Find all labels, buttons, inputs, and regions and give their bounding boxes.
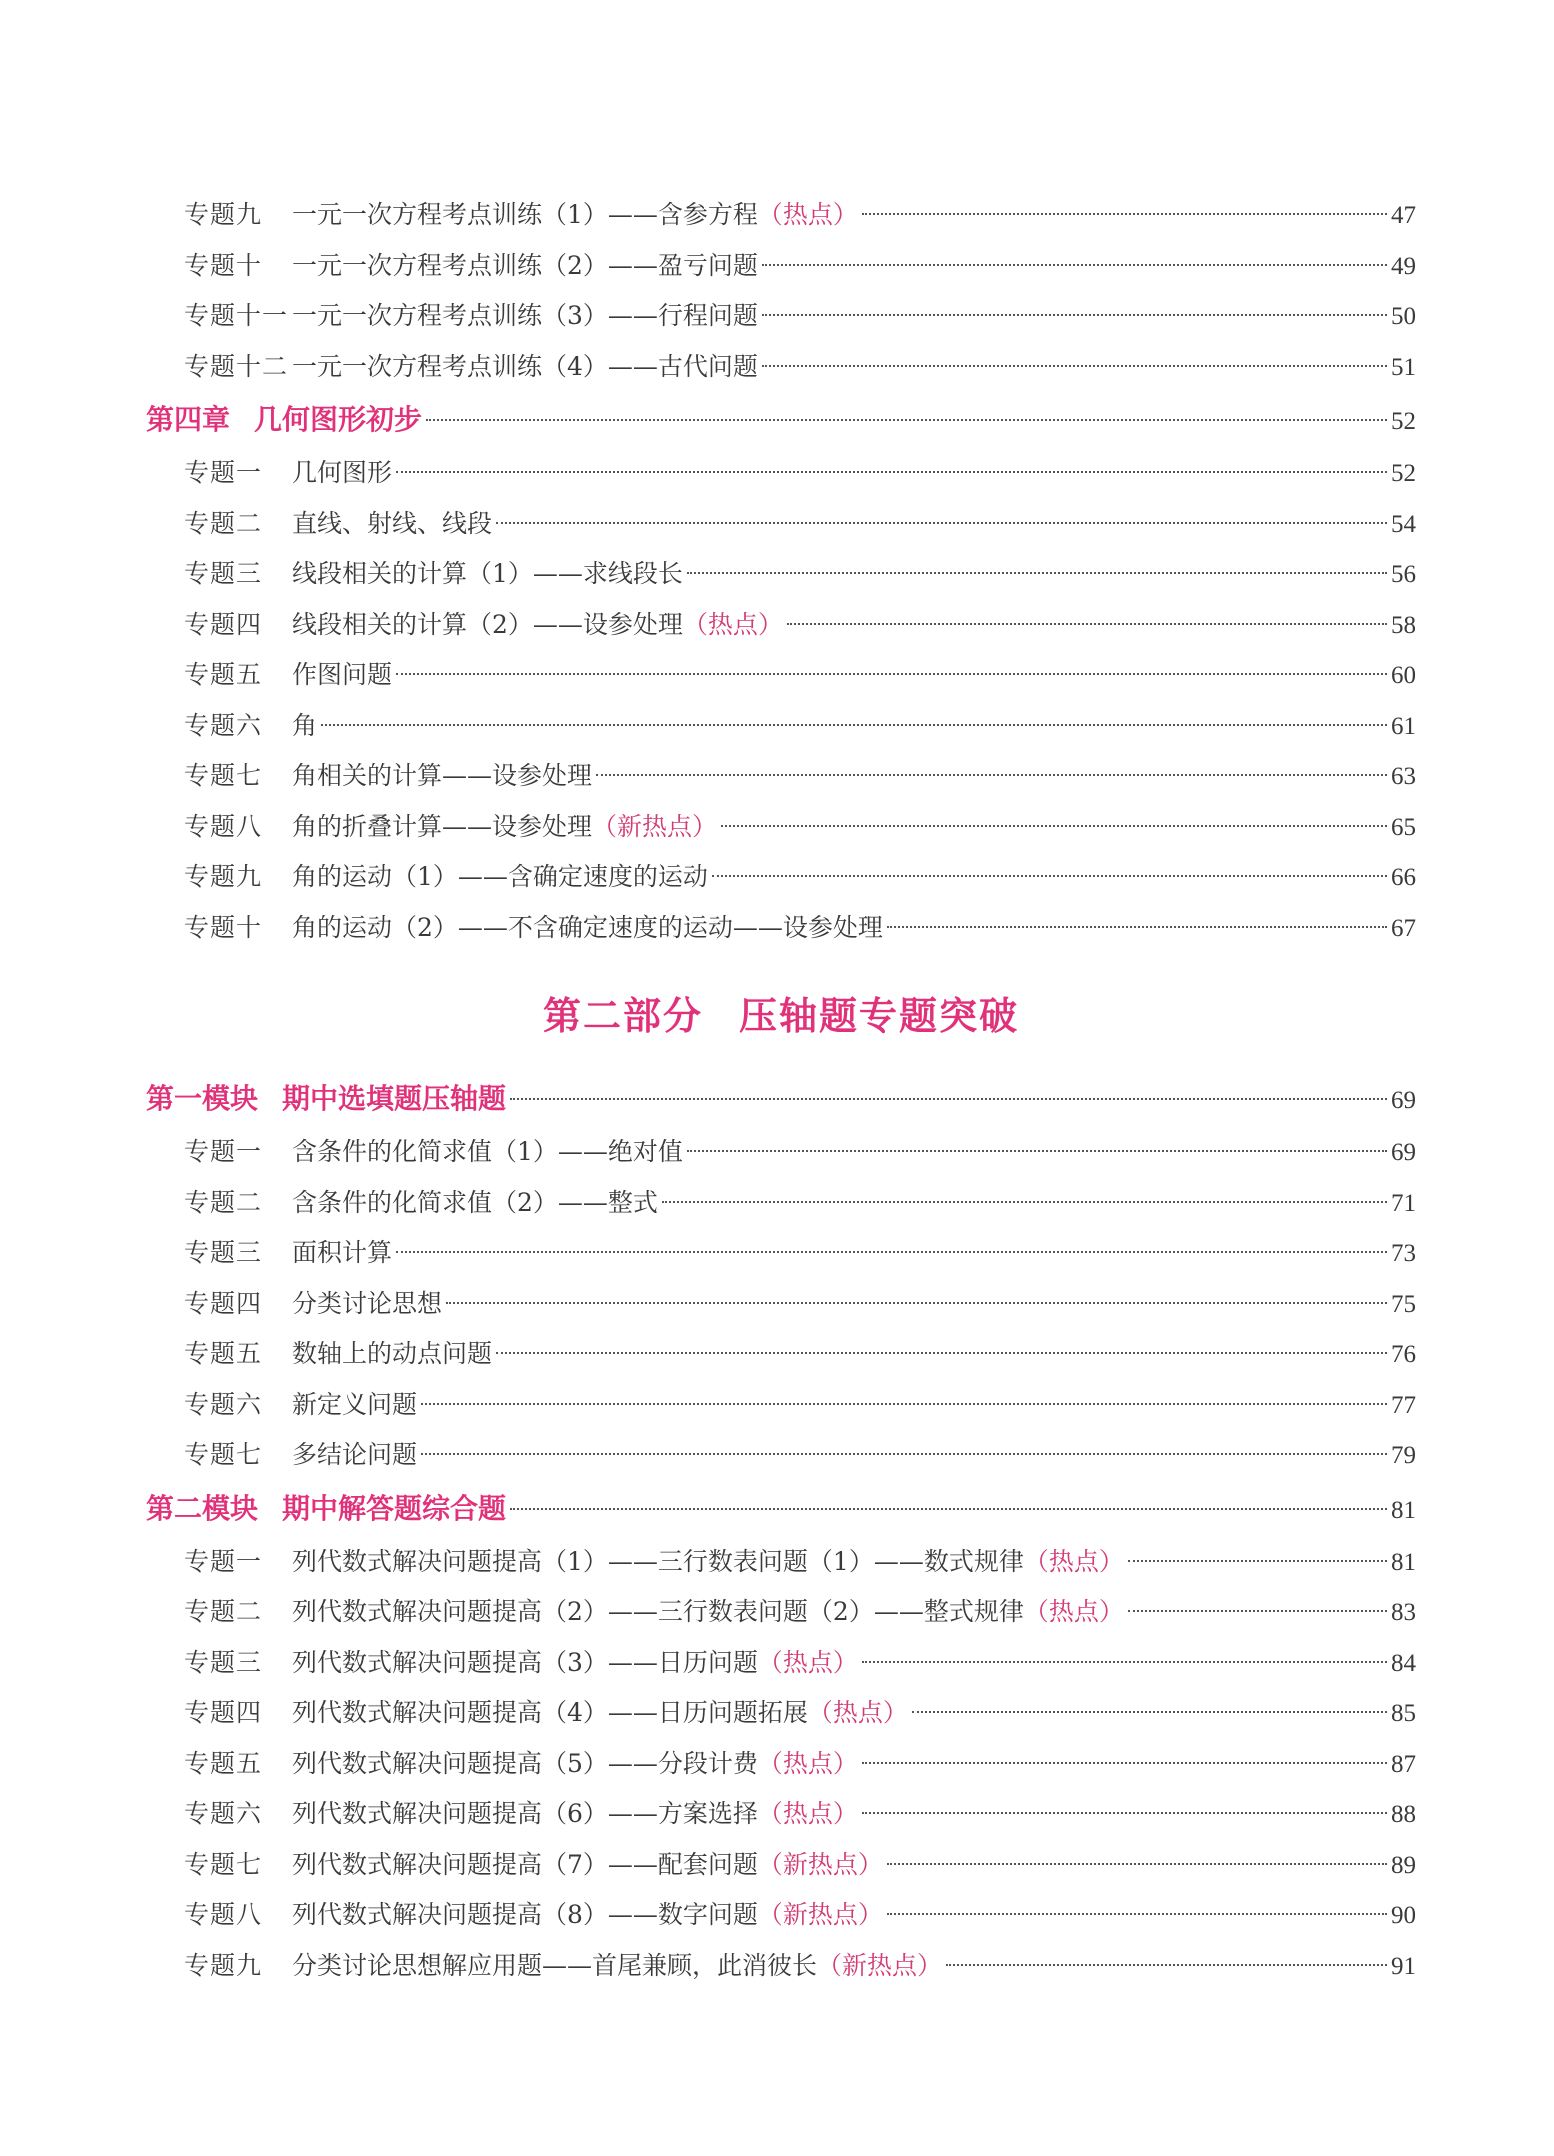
dot-leader — [712, 875, 1387, 877]
section-continued-entries — [146, 190, 1416, 392]
page-number: 47 — [1391, 202, 1416, 229]
entry-label: 专题六 — [184, 1389, 263, 1419]
entry-label: 专题一 — [184, 1546, 263, 1576]
dot-leader — [496, 1352, 1387, 1354]
chapter-label: 第四章 — [146, 403, 231, 436]
toc-entry[interactable] — [146, 852, 1416, 903]
dot-leader — [887, 1913, 1387, 1915]
entry-label: 专题三 — [184, 1238, 263, 1267]
entry-label: 专题二 — [184, 1187, 263, 1217]
toc-entry[interactable] — [146, 1178, 1416, 1229]
table-of-contents — [146, 190, 1416, 1991]
page-number: 76 — [1391, 1341, 1416, 1368]
chapter-entries — [146, 448, 1416, 953]
hot-tag: （热点） — [757, 200, 858, 229]
dot-leader — [662, 1201, 1387, 1203]
dot-leader — [762, 314, 1387, 316]
entry-label: 专题五 — [184, 1748, 263, 1778]
entry-label: 专题四 — [184, 609, 263, 639]
entry-label: 专题九 — [184, 1950, 263, 1980]
entry-title: 角的运动（1）——含确定速度的运动 — [292, 862, 708, 891]
toc-entry[interactable] — [146, 903, 1416, 954]
entry-label: 专题十 — [184, 912, 263, 942]
entry-label: 专题十二 — [184, 351, 289, 381]
entry-title: 线段相关的计算（1）——求线段长 — [292, 559, 683, 588]
toc-entry[interactable] — [146, 190, 1416, 241]
dot-leader — [787, 623, 1387, 625]
dot-leader — [321, 724, 1387, 726]
page-number: 54 — [1391, 510, 1416, 538]
dot-leader — [887, 1863, 1387, 1865]
dot-leader — [762, 264, 1387, 266]
toc-entry[interactable] — [146, 600, 1416, 651]
dot-leader — [510, 1508, 1387, 1510]
toc-entry[interactable] — [146, 342, 1416, 393]
toc-entry[interactable] — [146, 1789, 1416, 1840]
entry-label: 专题六 — [184, 1799, 263, 1828]
dot-leader — [912, 1711, 1387, 1713]
dot-leader — [1128, 1610, 1387, 1612]
entry-label: 专题十 — [184, 250, 263, 280]
page-number: 67 — [1391, 914, 1416, 942]
entry-label: 专题十一 — [184, 301, 289, 330]
part-title — [146, 961, 1416, 1071]
dot-leader — [426, 419, 1387, 421]
page-number: 52 — [1391, 460, 1416, 487]
page-number: 61 — [1391, 712, 1416, 740]
entry-title: 几何图形 — [292, 458, 393, 487]
page-number: 69 — [1391, 1139, 1416, 1166]
page-number: 51 — [1391, 353, 1416, 381]
entry-title: 含条件的化简求值（1）——绝对值 — [292, 1137, 683, 1166]
entry-title: 列代数式解决问题提高（8）——数字问题 — [292, 1900, 758, 1929]
hot-tag: （热点） — [1023, 1597, 1124, 1626]
entry-label: 专题九 — [184, 200, 263, 229]
toc-entry[interactable] — [146, 1840, 1416, 1891]
entry-label: 专题一 — [184, 458, 263, 487]
entry-title: 一元一次方程考点训练（4）——古代问题 — [292, 351, 758, 381]
entry-title: 角的运动（2）——不含确定速度的运动——设参处理 — [292, 912, 883, 942]
toc-entry[interactable] — [146, 1688, 1416, 1739]
toc-entry[interactable] — [146, 1279, 1416, 1330]
entry-title: 列代数式解决问题提高（3）——日历问题 — [292, 1647, 758, 1677]
hot-tag: （新热点） — [817, 1950, 943, 1980]
hot-tag: （热点） — [682, 609, 783, 639]
page-number: 83 — [1391, 1599, 1416, 1626]
toc-entry[interactable] — [146, 650, 1416, 701]
module-entries — [146, 1537, 1416, 1992]
entry-title: 分类讨论思想解应用题——首尾兼顾，此消彼长 — [292, 1950, 818, 1980]
page-number: 56 — [1391, 561, 1416, 588]
entry-title: 含条件的化简求值（2）——整式 — [292, 1187, 658, 1217]
page-number: 85 — [1391, 1700, 1416, 1727]
entry-title: 分类讨论思想 — [292, 1288, 443, 1318]
toc-entry[interactable] — [146, 1380, 1416, 1431]
page-number: 65 — [1391, 813, 1416, 841]
page-number: 89 — [1391, 1851, 1416, 1879]
page-number: 81 — [1391, 1496, 1416, 1524]
dot-leader — [687, 572, 1387, 574]
entry-label: 专题三 — [184, 1647, 263, 1677]
page-number: 81 — [1391, 1548, 1416, 1576]
entry-title: 一元一次方程考点训练（3）——行程问题 — [292, 301, 758, 330]
entry-label: 专题四 — [184, 1288, 263, 1318]
entry-label: 专题五 — [184, 1339, 263, 1368]
toc-entry[interactable] — [146, 1430, 1416, 1481]
module-title: 期中解答题综合题 — [282, 1491, 507, 1525]
chapter-title: 几何图形初步 — [254, 403, 423, 436]
hot-tag: （热点） — [807, 1698, 908, 1727]
hot-tag: （热点） — [757, 1748, 858, 1778]
entry-label: 专题三 — [184, 559, 263, 588]
entry-title: 列代数式解决问题提高（4）——日历问题拓展 — [292, 1698, 808, 1727]
dot-leader — [396, 1251, 1387, 1253]
entry-title: 新定义问题 — [292, 1389, 418, 1419]
module-label: 第二模块 — [146, 1491, 259, 1525]
dot-leader — [862, 213, 1387, 215]
entry-title: 角相关的计算——设参处理 — [292, 761, 593, 790]
part-name: 压轴题专题突破 — [739, 993, 1020, 1038]
dot-leader — [396, 471, 1387, 473]
dot-leader — [946, 1964, 1387, 1966]
entry-label: 专题五 — [184, 660, 263, 689]
hot-tag: （热点） — [1023, 1546, 1124, 1576]
entry-title: 一元一次方程考点训练（1）——含参方程 — [292, 200, 758, 229]
module-heading[interactable] — [146, 1481, 1416, 1537]
dot-leader — [510, 1098, 1387, 1100]
dot-leader — [421, 1453, 1387, 1455]
dot-leader — [687, 1150, 1387, 1152]
hot-tag: （新热点） — [592, 811, 718, 841]
entry-title: 角 — [292, 710, 318, 740]
entry-label: 专题七 — [184, 1849, 263, 1879]
page-number: 73 — [1391, 1240, 1416, 1267]
module-entries — [146, 1127, 1416, 1481]
entry-label: 专题一 — [184, 1137, 263, 1166]
entry-label: 专题二 — [184, 508, 263, 538]
entry-title: 列代数式解决问题提高（2）——三行数表问题（2）——整式规律 — [292, 1597, 1024, 1626]
entry-title: 线段相关的计算（2）——设参处理 — [292, 609, 683, 639]
page-number: 90 — [1391, 1902, 1416, 1929]
page-number: 66 — [1391, 864, 1416, 891]
toc-entry[interactable] — [146, 1537, 1416, 1588]
toc-entry[interactable] — [146, 448, 1416, 499]
page-number: 60 — [1391, 662, 1416, 689]
page-number: 87 — [1391, 1750, 1416, 1778]
toc-entry[interactable] — [146, 1127, 1416, 1178]
toc-entry[interactable] — [146, 1228, 1416, 1279]
entry-title: 列代数式解决问题提高（7）——配套问题 — [292, 1849, 758, 1879]
toc-entry[interactable] — [146, 1941, 1416, 1992]
toc-entry[interactable] — [146, 701, 1416, 752]
entry-title: 直线、射线、线段 — [292, 508, 493, 538]
dot-leader — [862, 1812, 1387, 1814]
entry-title: 角的折叠计算——设参处理 — [292, 811, 593, 841]
dot-leader — [396, 673, 1387, 675]
page-number: 79 — [1391, 1442, 1416, 1469]
toc-entry[interactable] — [146, 241, 1416, 292]
page-number: 91 — [1391, 1952, 1416, 1980]
entry-title: 列代数式解决问题提高（1）——三行数表问题（1）——数式规律 — [292, 1546, 1024, 1576]
page-number: 50 — [1391, 303, 1416, 330]
entry-label: 专题八 — [184, 811, 263, 841]
hot-tag: （热点） — [757, 1647, 858, 1677]
entry-label: 专题二 — [184, 1597, 263, 1626]
module-heading[interactable] — [146, 1071, 1416, 1127]
dot-leader — [862, 1661, 1387, 1663]
page-number: 84 — [1391, 1649, 1416, 1677]
toc-entry[interactable] — [146, 499, 1416, 550]
toc-entry[interactable] — [146, 1890, 1416, 1941]
entry-title: 数轴上的动点问题 — [292, 1339, 493, 1368]
dot-leader — [762, 365, 1387, 367]
chapter-heading[interactable] — [146, 392, 1416, 448]
entry-title: 作图问题 — [292, 660, 393, 689]
part-label: 第二部分 — [542, 993, 703, 1038]
toc-entry[interactable] — [146, 1638, 1416, 1689]
dot-leader — [496, 522, 1387, 524]
dot-leader — [721, 825, 1387, 827]
entry-label: 专题六 — [184, 710, 263, 740]
entry-label: 专题七 — [184, 761, 263, 790]
entry-title: 一元一次方程考点训练（2）——盈亏问题 — [292, 250, 758, 280]
entry-title: 多结论问题 — [292, 1440, 418, 1469]
module-label: 第一模块 — [146, 1082, 259, 1115]
module-title: 期中选填题压轴题 — [282, 1082, 507, 1115]
dot-leader — [421, 1403, 1387, 1405]
entry-title: 列代数式解决问题提高（6）——方案选择 — [292, 1799, 758, 1828]
page-number: 75 — [1391, 1290, 1416, 1318]
dot-leader — [887, 926, 1387, 928]
dot-leader — [862, 1762, 1387, 1764]
entry-label: 专题七 — [184, 1440, 263, 1469]
hot-tag: （热点） — [757, 1799, 858, 1828]
page-number: 58 — [1391, 611, 1416, 639]
page-number: 49 — [1391, 252, 1416, 280]
page-number: 88 — [1391, 1801, 1416, 1828]
hot-tag: （新热点） — [757, 1900, 883, 1929]
page-number: 71 — [1391, 1189, 1416, 1217]
page-number: 52 — [1391, 408, 1416, 435]
hot-tag: （新热点） — [757, 1849, 883, 1879]
page-number: 69 — [1391, 1087, 1416, 1114]
entry-title: 列代数式解决问题提高（5）——分段计费 — [292, 1748, 758, 1778]
dot-leader — [446, 1302, 1387, 1304]
toc-entry[interactable] — [146, 1587, 1416, 1638]
toc-entry[interactable] — [146, 549, 1416, 600]
toc-entry[interactable] — [146, 1739, 1416, 1790]
entry-title: 面积计算 — [292, 1238, 393, 1267]
toc-entry[interactable] — [146, 291, 1416, 342]
page-number: 63 — [1391, 763, 1416, 790]
toc-entry[interactable] — [146, 802, 1416, 853]
dot-leader — [596, 774, 1387, 776]
entry-label: 专题九 — [184, 862, 263, 891]
entry-label: 专题八 — [184, 1900, 263, 1929]
toc-entry[interactable] — [146, 751, 1416, 802]
toc-entry[interactable] — [146, 1329, 1416, 1380]
page-number: 77 — [1391, 1391, 1416, 1419]
entry-label: 专题四 — [184, 1698, 263, 1727]
dot-leader — [1128, 1560, 1387, 1562]
